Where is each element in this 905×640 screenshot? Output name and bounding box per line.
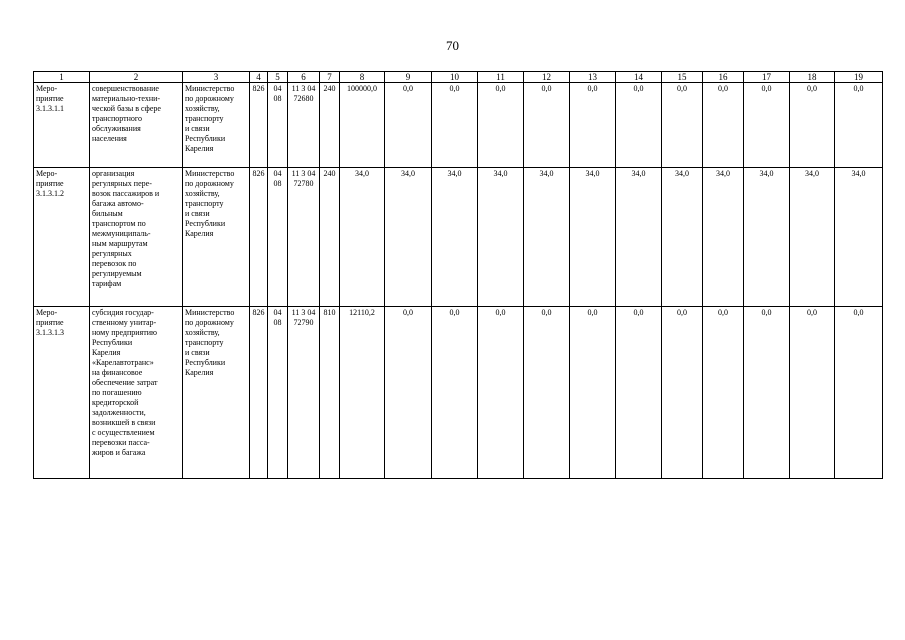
column-index: 5	[268, 72, 288, 83]
vr-code: 240	[320, 83, 340, 168]
value-cell: 0,0	[570, 307, 616, 479]
column-index: 15	[662, 72, 703, 83]
column-index: 3	[183, 72, 250, 83]
grbs-code: 826	[250, 83, 268, 168]
column-index: 13	[570, 72, 616, 83]
value-cell: 0,0	[478, 307, 524, 479]
value-cell: 0,0	[744, 307, 790, 479]
value-cell: 0,0	[385, 307, 432, 479]
column-index: 18	[790, 72, 835, 83]
value-cell: 0,0	[432, 83, 478, 168]
rzpr-code: 04 08	[268, 83, 288, 168]
value-cell: 0,0	[432, 307, 478, 479]
value-cell: 34,0	[703, 168, 744, 307]
measure-name: субсидия государ- ственному унитар- ному предприятию Республики Карелия «Карелавтотранс» на финансовое обеспечение затрат по погашению кредиторской задолженности, возникшей в связи с осуществлением перевозки пасса- жиров и багажа	[90, 307, 183, 479]
column-index: 9	[385, 72, 432, 83]
measure-executor: Министерство по дорожному хозяйству, транспорту и связи Республики Карелия	[183, 168, 250, 307]
value-cell: 0,0	[835, 83, 883, 168]
grbs-code: 826	[250, 307, 268, 479]
value-cell: 34,0	[432, 168, 478, 307]
value-cell: 0,0	[616, 307, 662, 479]
value-cell: 34,0	[616, 168, 662, 307]
column-index: 14	[616, 72, 662, 83]
column-index: 19	[835, 72, 883, 83]
measure-code: Меро- приятие 3.1.3.1.1	[34, 83, 90, 168]
value-cell: 34,0	[744, 168, 790, 307]
value-cell: 0,0	[703, 83, 744, 168]
value-cell: 100000,0	[340, 83, 385, 168]
value-cell: 34,0	[385, 168, 432, 307]
value-cell: 0,0	[385, 83, 432, 168]
measure-code: Меро- приятие 3.1.3.1.2	[34, 168, 90, 307]
table-row	[34, 83, 883, 168]
value-cell: 34,0	[790, 168, 835, 307]
value-cell: 34,0	[835, 168, 883, 307]
value-cell: 0,0	[662, 83, 703, 168]
value-cell: 34,0	[662, 168, 703, 307]
column-index-row	[34, 72, 883, 83]
value-cell: 34,0	[478, 168, 524, 307]
value-cell: 0,0	[703, 307, 744, 479]
value-cell: 34,0	[570, 168, 616, 307]
budget-table	[33, 71, 883, 479]
rzpr-code: 04 08	[268, 307, 288, 479]
value-cell: 34,0	[340, 168, 385, 307]
page-number: 70	[446, 38, 459, 53]
column-index: 11	[478, 72, 524, 83]
vr-code: 810	[320, 307, 340, 479]
csr-code: 11 3 04 72790	[288, 307, 320, 479]
column-index: 8	[340, 72, 385, 83]
column-index: 1	[34, 72, 90, 83]
column-index: 16	[703, 72, 744, 83]
column-index: 2	[90, 72, 183, 83]
column-index: 7	[320, 72, 340, 83]
value-cell: 0,0	[524, 307, 570, 479]
value-cell: 12110,2	[340, 307, 385, 479]
value-cell: 0,0	[744, 83, 790, 168]
value-cell: 0,0	[790, 83, 835, 168]
value-cell: 0,0	[790, 307, 835, 479]
measure-name: организация регулярных пере- возок пассажиров и багажа автомо- бильным транспортом по межмуниципаль- ным маршрутам регулярных перевозок по регулируемым тарифам	[90, 168, 183, 307]
measure-executor: Министерство по дорожному хозяйству, транспорту и связи Республики Карелия	[183, 307, 250, 479]
value-cell: 0,0	[570, 83, 616, 168]
rzpr-code: 04 08	[268, 168, 288, 307]
column-index: 12	[524, 72, 570, 83]
vr-code: 240	[320, 168, 340, 307]
column-index: 4	[250, 72, 268, 83]
value-cell: 0,0	[524, 83, 570, 168]
value-cell: 34,0	[524, 168, 570, 307]
csr-code: 11 3 04 72780	[288, 168, 320, 307]
measure-code: Меро- приятие 3.1.3.1.3	[34, 307, 90, 479]
measure-name: совершенствование материально-техни- ческой базы в сфере транспортного обслуживания населения	[90, 83, 183, 168]
value-cell: 0,0	[662, 307, 703, 479]
column-index: 10	[432, 72, 478, 83]
value-cell: 0,0	[478, 83, 524, 168]
value-cell: 0,0	[835, 307, 883, 479]
value-cell: 0,0	[616, 83, 662, 168]
column-index: 6	[288, 72, 320, 83]
measure-executor: Министерство по дорожному хозяйству, транспорту и связи Республики Карелия	[183, 83, 250, 168]
table-row	[34, 307, 883, 479]
grbs-code: 826	[250, 168, 268, 307]
column-index: 17	[744, 72, 790, 83]
table-row	[34, 168, 883, 307]
csr-code: 11 3 04 72680	[288, 83, 320, 168]
